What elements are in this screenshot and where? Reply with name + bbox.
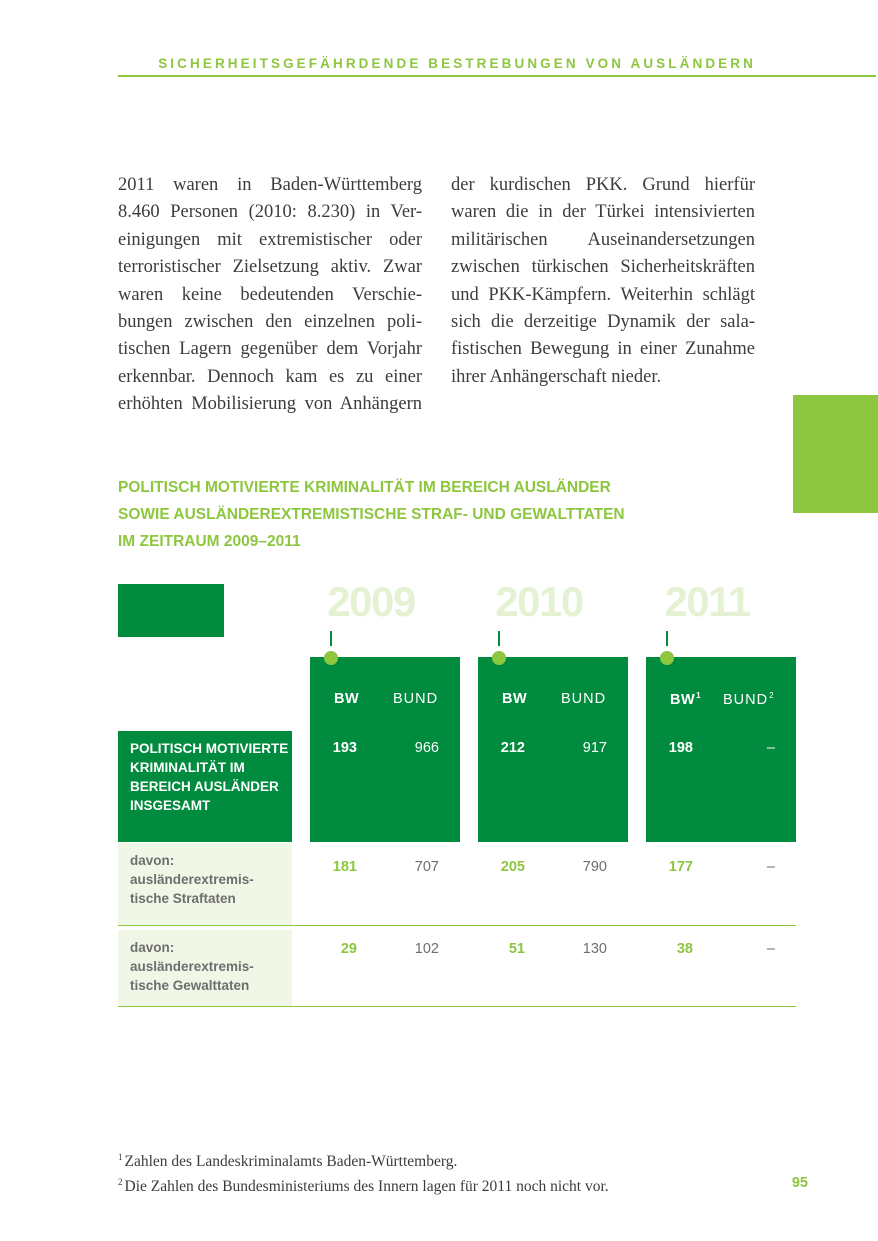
text-line: erhöhten Mobilisierung von Anhängern [118,394,422,415]
row-label-line: KRIMINALITÄT IM [130,760,245,775]
timeline-tick [498,631,500,646]
cell-total-bw-2009: 193 [332,740,357,756]
cell-total-bund-2010: 917 [582,740,607,756]
footnote-text: Die Zahlen des Bundesministeriums des Innern lagen für 2011 noch nicht vor. [124,1178,609,1196]
cell-straftaten-bw-2011: 177 [668,859,693,875]
row-label-line: ausländerextremis- [130,872,254,887]
header-bw-2011 [670,691,701,708]
text-line: 2011 waren in Baden-Württemberg [118,175,422,195]
header-bund-2011 [723,691,775,708]
timeline-dot [660,651,674,665]
text-line: tischen Lagern gegenüber dem Vorjahr [118,339,422,360]
cell-total-bw-2010: 212 [500,740,525,756]
cell-gewalttaten-bund-2011: – [766,941,775,957]
row-divider [118,1006,796,1007]
text-line: ihrer Anhängerschaft nieder. [451,366,662,387]
row-divider [118,925,796,926]
page-number: 95 [791,1175,808,1191]
cell-gewalttaten-bw-2010: 51 [508,941,525,957]
text-line: bungen zwischen den einzelnen poli- [118,312,422,333]
footnote-mark: 2 [118,1177,123,1188]
chapter-tab-marker [793,395,878,513]
cell-gewalttaten-bw-2011: 38 [676,941,693,957]
text-line: 8.460 Personen (2010: 8.230) in Ver- [118,202,422,223]
row-label-line: INSGESAMT [130,798,211,813]
cell-gewalttaten-bw-2009: 29 [340,941,357,957]
timeline-tick [666,631,668,646]
row-label-line: tische Gewalttaten [130,978,250,993]
row-label-line: ausländerextremis- [130,959,254,974]
table-title-line: IM ZEITRAUM 2009–2011 [118,533,301,550]
cell-gewalttaten-bund-2010: 130 [582,941,607,957]
text-line: zwischen türkischen Sicherheitskräften [451,257,755,278]
footnotes [118,1147,758,1197]
timeline-tick [330,631,332,646]
row-label-straftaten [118,843,292,925]
cell-straftaten-bw-2010: 205 [500,859,525,875]
table-title-line: SOWIE AUSLÄNDEREXTREMISTISCHE STRAF- UND GEWALTTATEN [118,506,625,523]
cell-straftaten-bund-2010: 790 [582,859,607,875]
header-bw-2009: BW [334,691,360,707]
year-2009-heading: 2009 [327,578,415,625]
timeline-dot [492,651,506,665]
header-rule [118,75,876,77]
text-line: waren keine bedeutenden Verschie- [118,284,422,305]
footnote-mark: 1 [118,1152,123,1162]
text-line: erkennbar. Dennoch kam es zu einer [118,366,422,387]
row-label-line: BEREICH AUSLÄNDER [130,779,279,794]
running-head: SICHERHEITSGEFÄHRDENDE BESTREBUNGEN VON AUSLÄNDERN [158,56,756,71]
header-bund-2010: BUND [561,691,607,707]
body-column-right [451,172,755,391]
header-bw-2010: BW [502,691,528,707]
row-label-line: POLITISCH MOTIVIERTE [130,741,289,756]
table-title [118,474,758,555]
row-label-line: davon: [130,940,175,955]
footnote-1 [118,1147,758,1172]
text-line: militärischen Auseinandersetzungen [451,229,755,250]
row-label-gewalttaten [118,930,292,1007]
row-label-line: davon: [130,853,175,868]
cell-total-bund-2009: 966 [414,740,439,756]
text-line: der kurdischen PKK. Grund hierfür [451,175,755,195]
year-2011-heading: 2011 [664,578,750,625]
cell-straftaten-bw-2009: 181 [332,859,357,875]
body-column-left [118,172,422,419]
header-bund-2009: BUND [393,691,439,707]
text-line: und PKK-Kämpfern. Weiterhin schlägt [451,284,755,305]
cell-straftaten-bund-2009: 707 [414,859,439,875]
text-line: fistischen Bewegung in einer Zunahme [451,339,755,360]
cell-straftaten-bund-2011: – [766,859,775,875]
text-line: terroristischer Zielsetzung aktiv. Zwar [118,257,422,278]
legend-swatch [118,584,224,637]
footnote-2 [118,1172,758,1197]
text-line: waren die in der Türkei intensivierten [451,202,755,223]
footnote-marker-1: 1 [696,691,702,700]
text-line: einigungen mit extremistischer oder [118,229,422,250]
cell-total-bw-2011: 198 [668,740,693,756]
cell-total-bund-2011: – [766,740,775,756]
footnote-text: Zahlen des Landeskriminalamts Baden-Württemberg. [124,1153,458,1171]
year-2010-heading: 2010 [495,578,583,625]
row-label-line: tische Straftaten [130,891,236,906]
header-bund-label: BUND [723,691,769,708]
header-bw-label: BW [670,691,696,708]
cell-gewalttaten-bund-2009: 102 [414,941,439,957]
text-line: sich die derzeitige Dynamik der sala- [451,312,755,333]
timeline-dot [324,651,338,665]
footnote-marker-2: 2 [769,691,775,700]
row-label-total [118,731,292,842]
table-title-line: POLITISCH MOTIVIERTE KRIMINALITÄT IM BEREICH AUSLÄNDER [118,479,611,496]
